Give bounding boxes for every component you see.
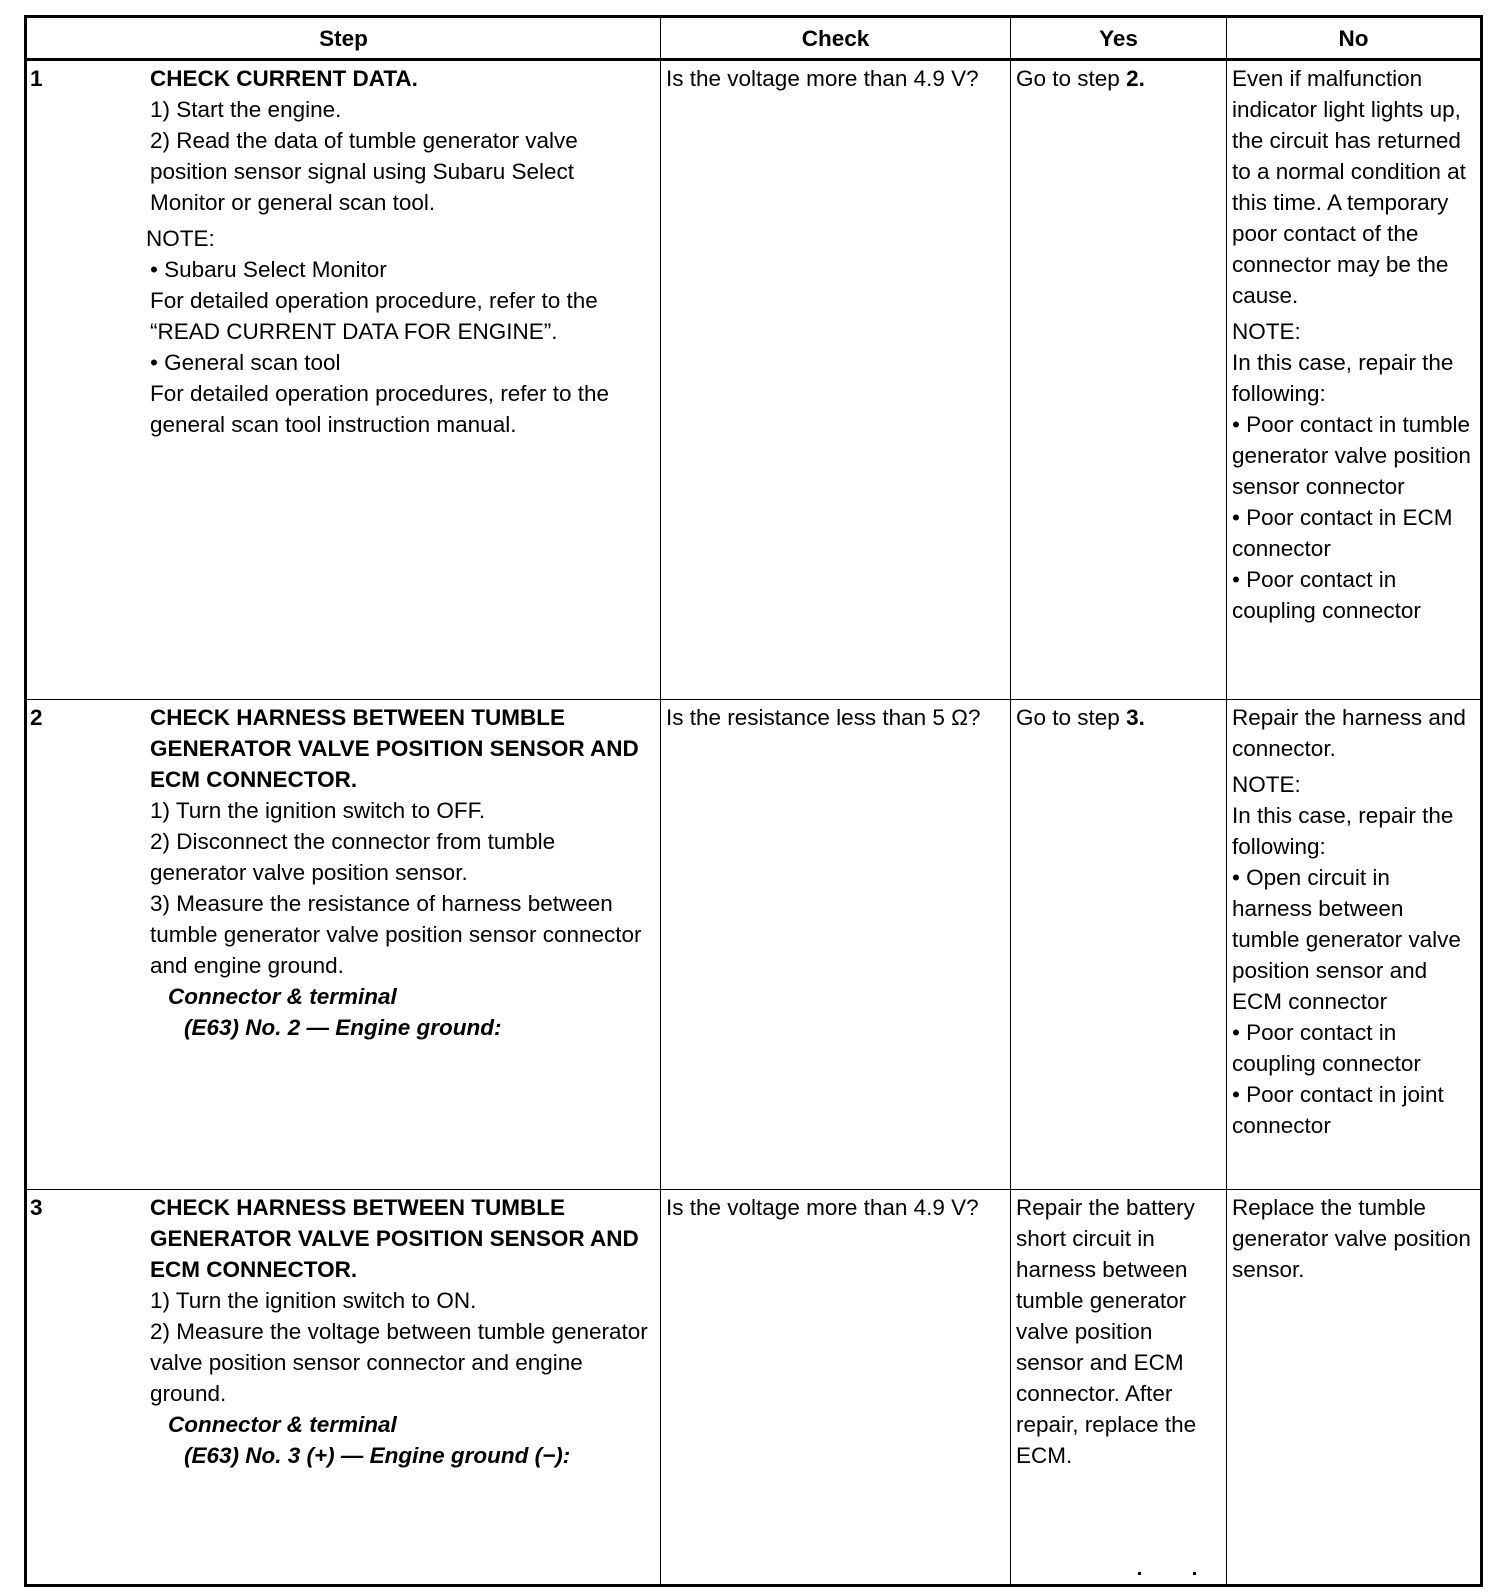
connector-value: (E63) No. 3 (+) — Engine ground (−): (184, 1443, 571, 1468)
no-item: • Poor contact in coupling connector (1232, 567, 1421, 623)
step-title: CHECK CURRENT DATA. (150, 66, 418, 91)
check-cell: Is the resistance less than 5 Ω? (661, 700, 1011, 1190)
diagnostic-table (24, 15, 1483, 1587)
step-line: 1) Turn the ignition switch to OFF. (150, 798, 486, 823)
step-title: CHECK HARNESS BETWEEN TUMBLE GENERATOR VALVE POSITION SENSOR AND ECM CONNECTOR. (150, 1195, 639, 1282)
connector-label: Connector & terminal (168, 1412, 397, 1437)
no-item: • Poor contact in coupling connector (1232, 1020, 1421, 1076)
no-item: • Poor contact in joint connector (1232, 1082, 1444, 1138)
check-cell: Is the voltage more than 4.9 V? (661, 60, 1011, 700)
table-row (26, 1190, 1482, 1586)
no-note-label: NOTE: (1232, 772, 1301, 797)
no-note-intro: In this case, repair the following: (1232, 803, 1454, 859)
step-line: 2) Read the data of tumble generator valve position sensor signal using Subaru Select Monitor or general scan tool. (150, 128, 578, 215)
note-bullet: • General scan tool (150, 350, 341, 375)
note-text: For detailed operation procedures, refer to the general scan tool instruction manual. (150, 381, 610, 437)
scan-speck (1193, 1572, 1196, 1575)
yes-prefix: Go to step (1016, 66, 1127, 91)
yes-prefix: Go to step (1016, 705, 1127, 730)
yes-cell (1011, 700, 1227, 1190)
connector-value: (E63) No. 2 — Engine ground: (184, 1015, 502, 1040)
step-line: 3) Measure the resistance of harness between tumble generator valve position sensor connector and engine ground. (150, 891, 642, 978)
header-check: Check (661, 17, 1011, 60)
step-line: 2) Measure the voltage between tumble generator valve position sensor connector and engine ground. (150, 1319, 648, 1406)
note-bullet: • Subaru Select Monitor (150, 257, 387, 282)
no-item: • Poor contact in tumble generator valve position sensor connector (1232, 412, 1471, 499)
yes-step-ref: 3. (1126, 705, 1145, 730)
yes-cell (1011, 60, 1227, 700)
header-yes: Yes (1011, 17, 1227, 60)
step-body (150, 702, 655, 1043)
note-text: For detailed operation procedure, refer to the “READ CURRENT DATA FOR ENGINE”. (150, 288, 598, 344)
step-body (146, 63, 655, 440)
step-cell (26, 700, 661, 1190)
no-text: Even if malfunction indicator light lights up, the circuit has returned to a normal condition at this time. A temporary poor contact of the connector may be the cause. (1232, 66, 1466, 308)
no-item: • Open circuit in harness between tumble generator valve position sensor and ECM connector (1232, 865, 1461, 1014)
yes-cell: Repair the battery short circuit in harness between tumble generator valve position sensor and ECM connector. After repair, replace the ECM. (1011, 1190, 1227, 1586)
table-row (26, 60, 1482, 700)
header-row (26, 17, 1482, 60)
step-body (150, 1192, 655, 1471)
scan-speck (1138, 1572, 1141, 1575)
step-title: CHECK HARNESS BETWEEN TUMBLE GENERATOR VALVE POSITION SENSOR AND ECM CONNECTOR. (150, 705, 639, 792)
no-text: Repair the harness and connector. (1232, 705, 1466, 761)
step-line: 1) Turn the ignition switch to ON. (150, 1288, 477, 1313)
step-cell (26, 1190, 661, 1586)
no-note-intro: In this case, repair the following: (1232, 350, 1454, 406)
step-cell (26, 60, 661, 700)
no-note-label: NOTE: (1232, 319, 1301, 344)
step-line: 2) Disconnect the connector from tumble generator valve position sensor. (150, 829, 556, 885)
step-line: 1) Start the engine. (150, 97, 342, 122)
note-label: NOTE: (146, 226, 215, 251)
no-item: • Poor contact in ECM connector (1232, 505, 1453, 561)
step-number: 3 (30, 1195, 43, 1220)
yes-step-ref: 2. (1126, 66, 1145, 91)
no-cell: Replace the tumble generator valve position sensor. (1227, 1190, 1482, 1586)
no-cell (1227, 60, 1482, 700)
table-row (26, 700, 1482, 1190)
step-number: 1 (30, 66, 43, 91)
header-step: Step (26, 17, 661, 60)
header-no: No (1227, 17, 1482, 60)
check-cell: Is the voltage more than 4.9 V? (661, 1190, 1011, 1586)
connector-label: Connector & terminal (168, 984, 397, 1009)
step-number: 2 (30, 705, 43, 730)
no-cell (1227, 700, 1482, 1190)
